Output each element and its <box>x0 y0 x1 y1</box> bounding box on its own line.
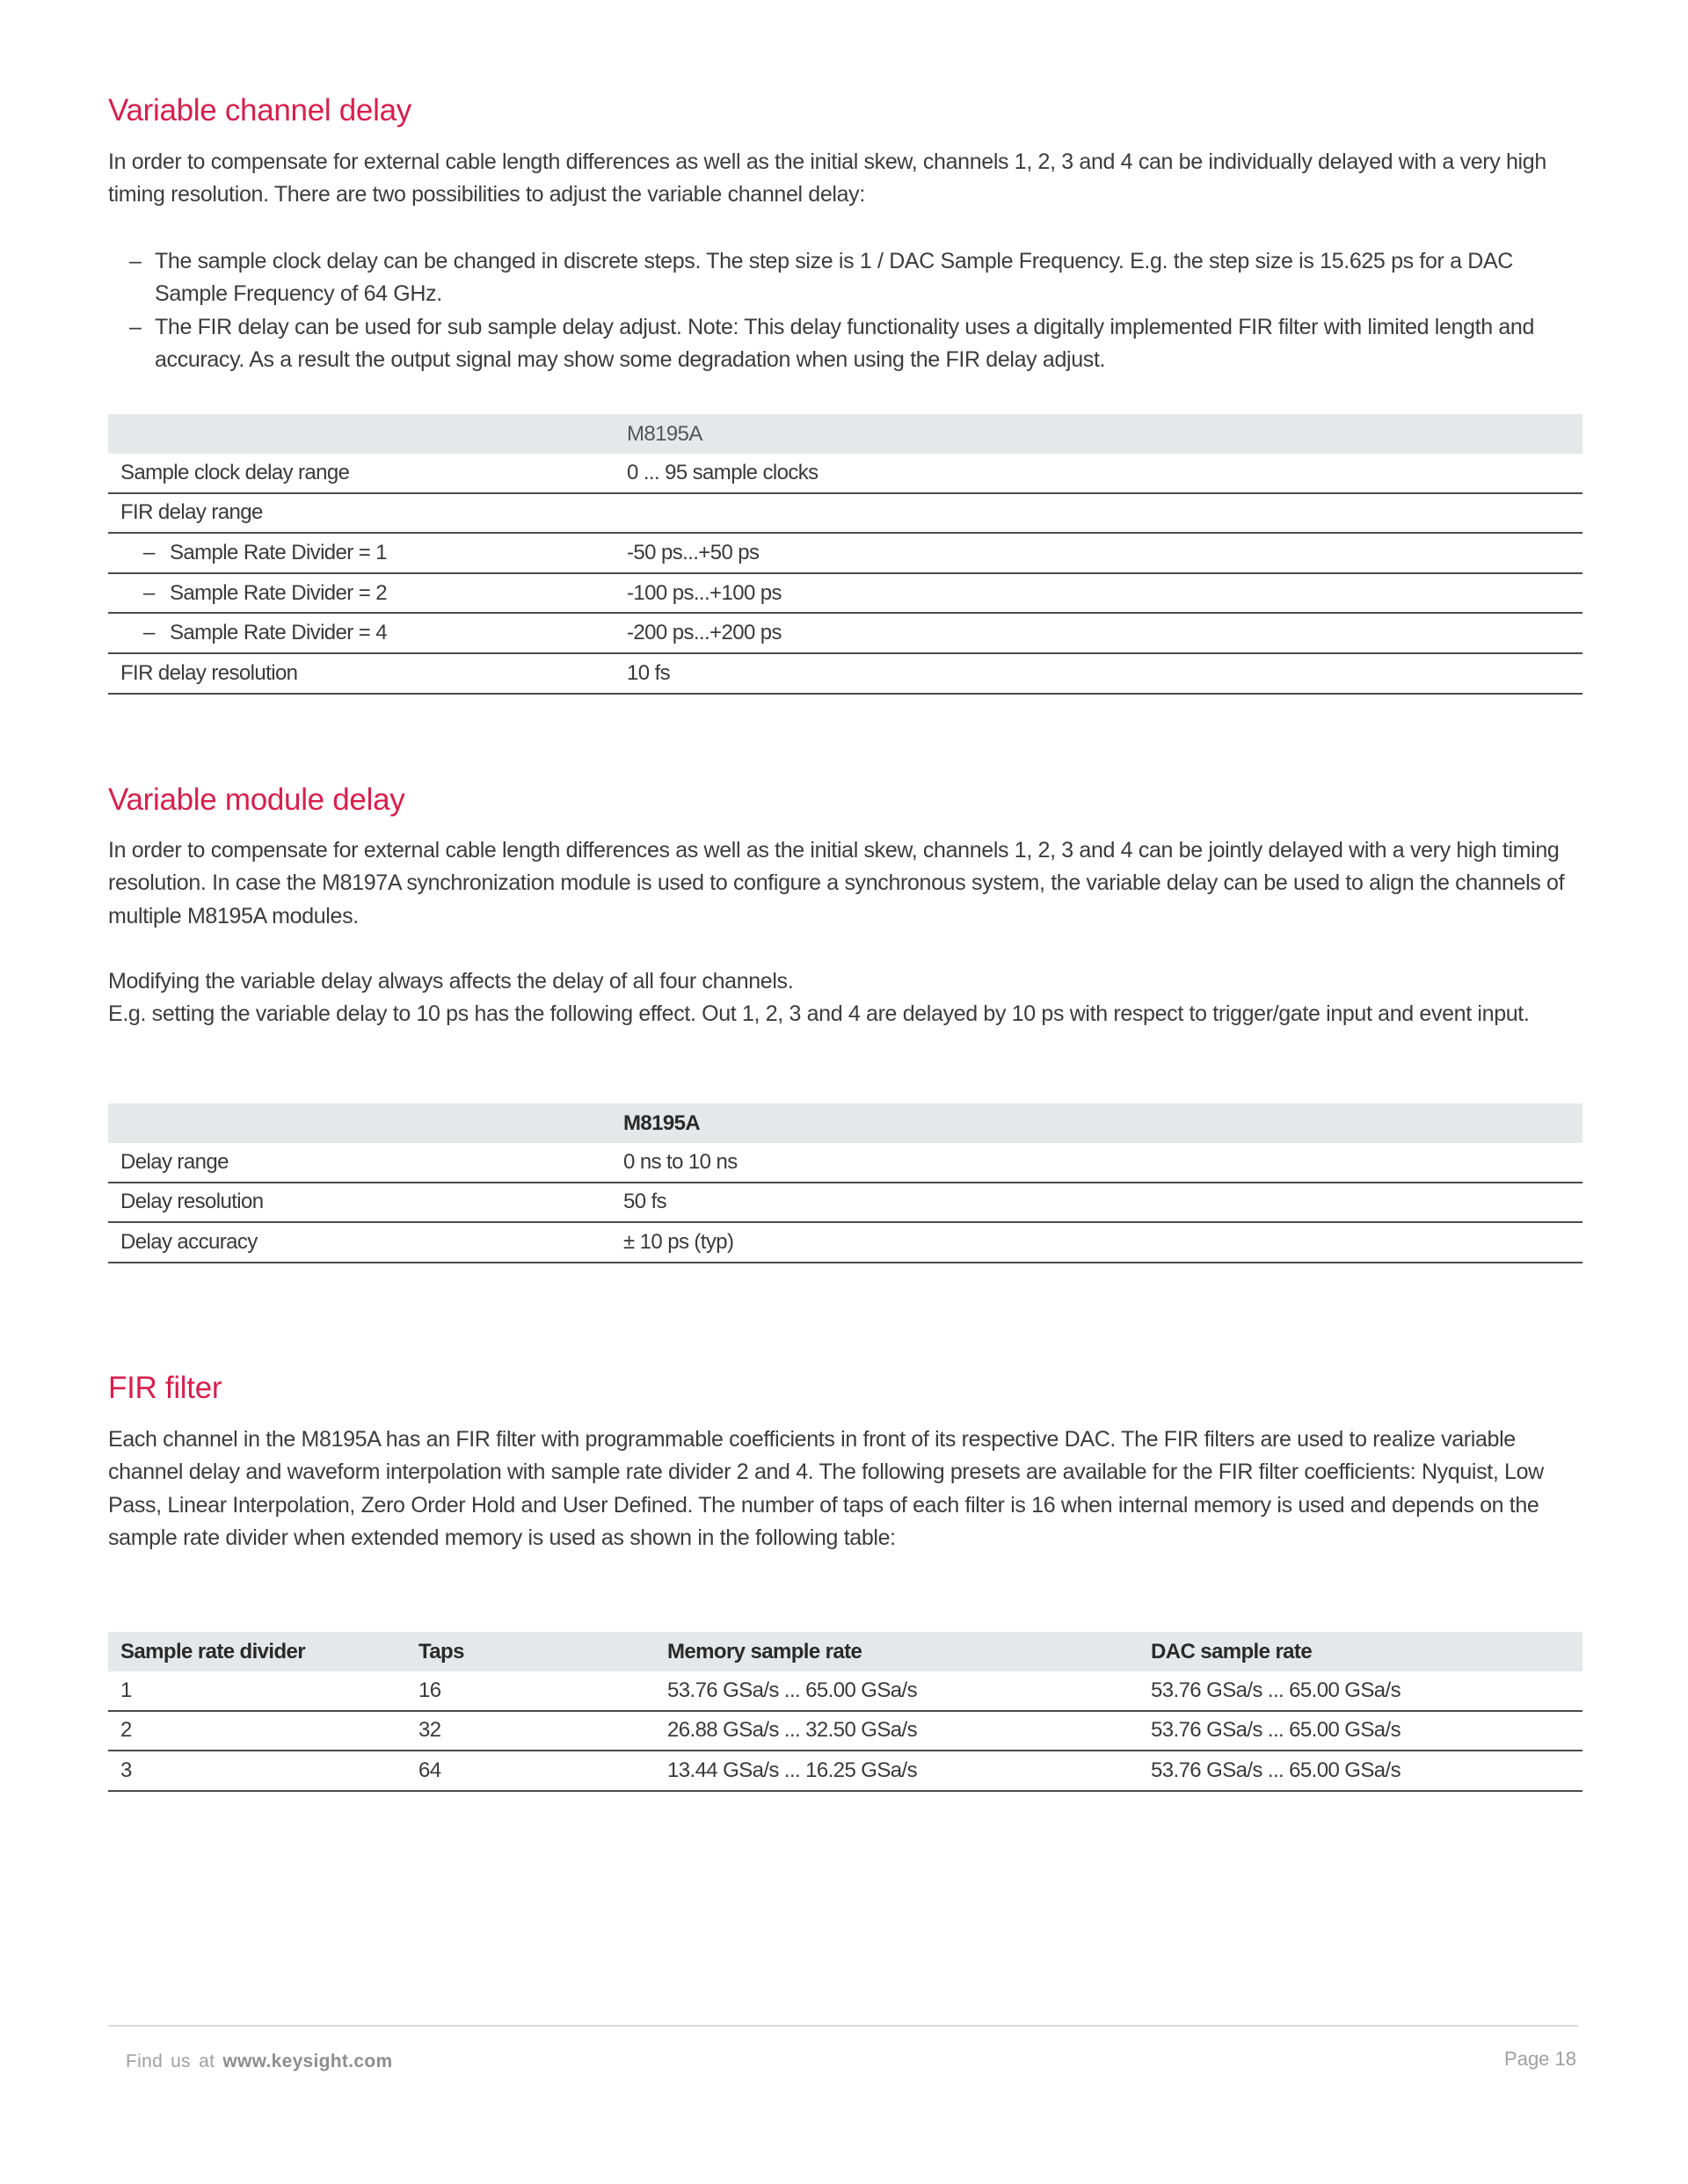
dash-bullet-icon: – <box>143 621 155 645</box>
row-label-indented <box>108 573 615 614</box>
row-label-indented <box>108 533 615 573</box>
cell-taps: 64 <box>406 1751 655 1791</box>
table-row <box>108 653 1582 694</box>
cell-divider: 1 <box>108 1671 406 1711</box>
module-delay-note <box>108 965 1582 1031</box>
table-header-cell: Sample rate divider <box>120 1639 306 1663</box>
bullet-text: The FIR delay can be used for sub sample delay adjust. Note: This delay functionality uses a digitally implemented FIR filter with limited length and accuracy. As a result the output signal may show some degradation when using the FIR delay adjust. <box>155 314 1535 372</box>
cell-taps: 16 <box>406 1671 655 1711</box>
bullet-item <box>108 245 1582 311</box>
row-value: -50 ps...+50 ps <box>615 533 1582 573</box>
table-header-cell <box>108 414 615 454</box>
section-title-fir-filter: FIR filter <box>108 1371 222 1405</box>
cell-dac-rate: 53.76 GSa/s ... 65.00 GSa/s <box>1139 1671 1582 1711</box>
row-value: 10 fs <box>615 653 1582 694</box>
module-delay-note-line2: E.g. setting the variable delay to 10 ps has the following effect. Out 1, 2, 3 and 4 are delayed by 10 ps with respect to trigger/gate input and event input. <box>108 1001 1530 1027</box>
footer-website-link[interactable]: www.keysight.com <box>222 2051 393 2071</box>
row-label: Delay resolution <box>108 1183 611 1223</box>
row-label: Sample clock delay range <box>108 454 615 493</box>
module-delay-table <box>108 1103 1582 1263</box>
row-label-text: Sample Rate Divider = 1 <box>170 540 387 564</box>
cell-memory-rate: 26.88 GSa/s ... 32.50 GSa/s <box>655 1711 1139 1751</box>
dash-bullet-icon: – <box>143 580 155 605</box>
table-row <box>108 533 1582 573</box>
table-row <box>108 493 1582 534</box>
table-row <box>108 1751 1582 1791</box>
row-label: Delay accuracy <box>108 1222 611 1263</box>
row-label: FIR delay resolution <box>108 653 615 694</box>
channel-delay-bullet-list <box>108 245 1582 376</box>
fir-filter-table <box>108 1632 1582 1792</box>
dash-bullet-icon: – <box>129 314 142 339</box>
row-label: Delay range <box>108 1143 611 1183</box>
cell-memory-rate: 13.44 GSa/s ... 16.25 GSa/s <box>655 1751 1139 1791</box>
bullet-text: The sample clock delay can be changed in discrete steps. The step size is 1 / DAC Sample Frequency. E.g. the step size is 15.625 ps for a DAC Sample Frequency of 64 GHz. <box>155 249 1513 307</box>
table-row <box>108 1222 1582 1263</box>
row-value: -200 ps...+200 ps <box>615 613 1582 653</box>
page-number: Page 18 <box>1504 2048 1576 2070</box>
footer-divider <box>108 2025 1578 2027</box>
row-value: 50 fs <box>611 1183 1582 1223</box>
table-header-cell: DAC sample rate <box>1151 1639 1313 1663</box>
table-header-cell: M8195A <box>627 421 702 446</box>
cell-taps: 32 <box>406 1711 655 1751</box>
table-header-row <box>108 1103 1582 1143</box>
channel-delay-table <box>108 414 1582 695</box>
table-row <box>108 1671 1582 1711</box>
row-value: 0 ... 95 sample clocks <box>615 454 1582 493</box>
module-delay-note-line1: Modifying the variable delay always affects the delay of all four channels. <box>108 969 794 994</box>
row-label-indented <box>108 613 615 653</box>
table-header-cell: Memory sample rate <box>667 1639 862 1663</box>
table-row <box>108 1711 1582 1751</box>
row-value <box>615 493 1582 534</box>
table-row <box>108 573 1582 614</box>
row-label-text: Sample Rate Divider = 4 <box>170 621 387 645</box>
section-title-channel-delay: Variable channel delay <box>108 93 411 127</box>
footer-find-us-text: Find us at <box>126 2051 215 2071</box>
dash-bullet-icon: – <box>143 540 155 564</box>
cell-memory-rate: 53.76 GSa/s ... 65.00 GSa/s <box>655 1671 1139 1711</box>
table-row <box>108 1143 1582 1183</box>
table-header-cell: Taps <box>418 1639 464 1663</box>
cell-divider: 3 <box>108 1751 406 1791</box>
row-value: 0 ns to 10 ns <box>611 1143 1582 1183</box>
table-header-cell <box>108 1103 611 1143</box>
bullet-item <box>108 311 1582 377</box>
table-header-row <box>108 1632 1582 1671</box>
table-header-row <box>108 414 1582 454</box>
table-row <box>108 454 1582 493</box>
cell-dac-rate: 53.76 GSa/s ... 65.00 GSa/s <box>1139 1711 1582 1751</box>
table-header-cell: M8195A <box>623 1110 701 1135</box>
table-row <box>108 1183 1582 1223</box>
row-value: ± 10 ps (typ) <box>611 1222 1582 1263</box>
cell-divider: 2 <box>108 1711 406 1751</box>
row-label-text: Sample Rate Divider = 2 <box>170 580 387 605</box>
footer-find-us <box>126 2051 392 2072</box>
module-delay-intro: In order to compensate for external cable length differences as well as the initial skew, channels 1, 2, 3 and 4 can be jointly delayed with a very high timing resolution. In case the M8197A synchronization module is used to configure a synchronous system, the variable delay can be used to align the channels of multiple M8195A modules. <box>108 838 1565 928</box>
dash-bullet-icon: – <box>129 249 142 273</box>
table-row <box>108 613 1582 653</box>
section-title-module-delay: Variable module delay <box>108 783 405 817</box>
row-label: FIR delay range <box>108 493 615 534</box>
channel-delay-intro: In order to compensate for external cable length differences as well as the initial skew, channels 1, 2, 3 and 4 can be individually delayed with a very high timing resolution. There are two possibilities to adjust the variable channel delay: <box>108 149 1546 207</box>
cell-dac-rate: 53.76 GSa/s ... 65.00 GSa/s <box>1139 1751 1582 1791</box>
fir-filter-intro: Each channel in the M8195A has an FIR filter with programmable coefficients in front of its respective DAC. The FIR filters are used to realize variable channel delay and waveform interpolation with sample rate divider 2 and 4. The following presets are available for the FIR filter coefficients: Nyquist, Low Pass, Linear Interpolation, Zero Order Hold and User Defined. The number of taps of each filter is 16 when internal memory is used and depends on the sample rate divider when extended memory is used as shown in the following table: <box>108 1427 1544 1550</box>
row-value: -100 ps...+100 ps <box>615 573 1582 614</box>
